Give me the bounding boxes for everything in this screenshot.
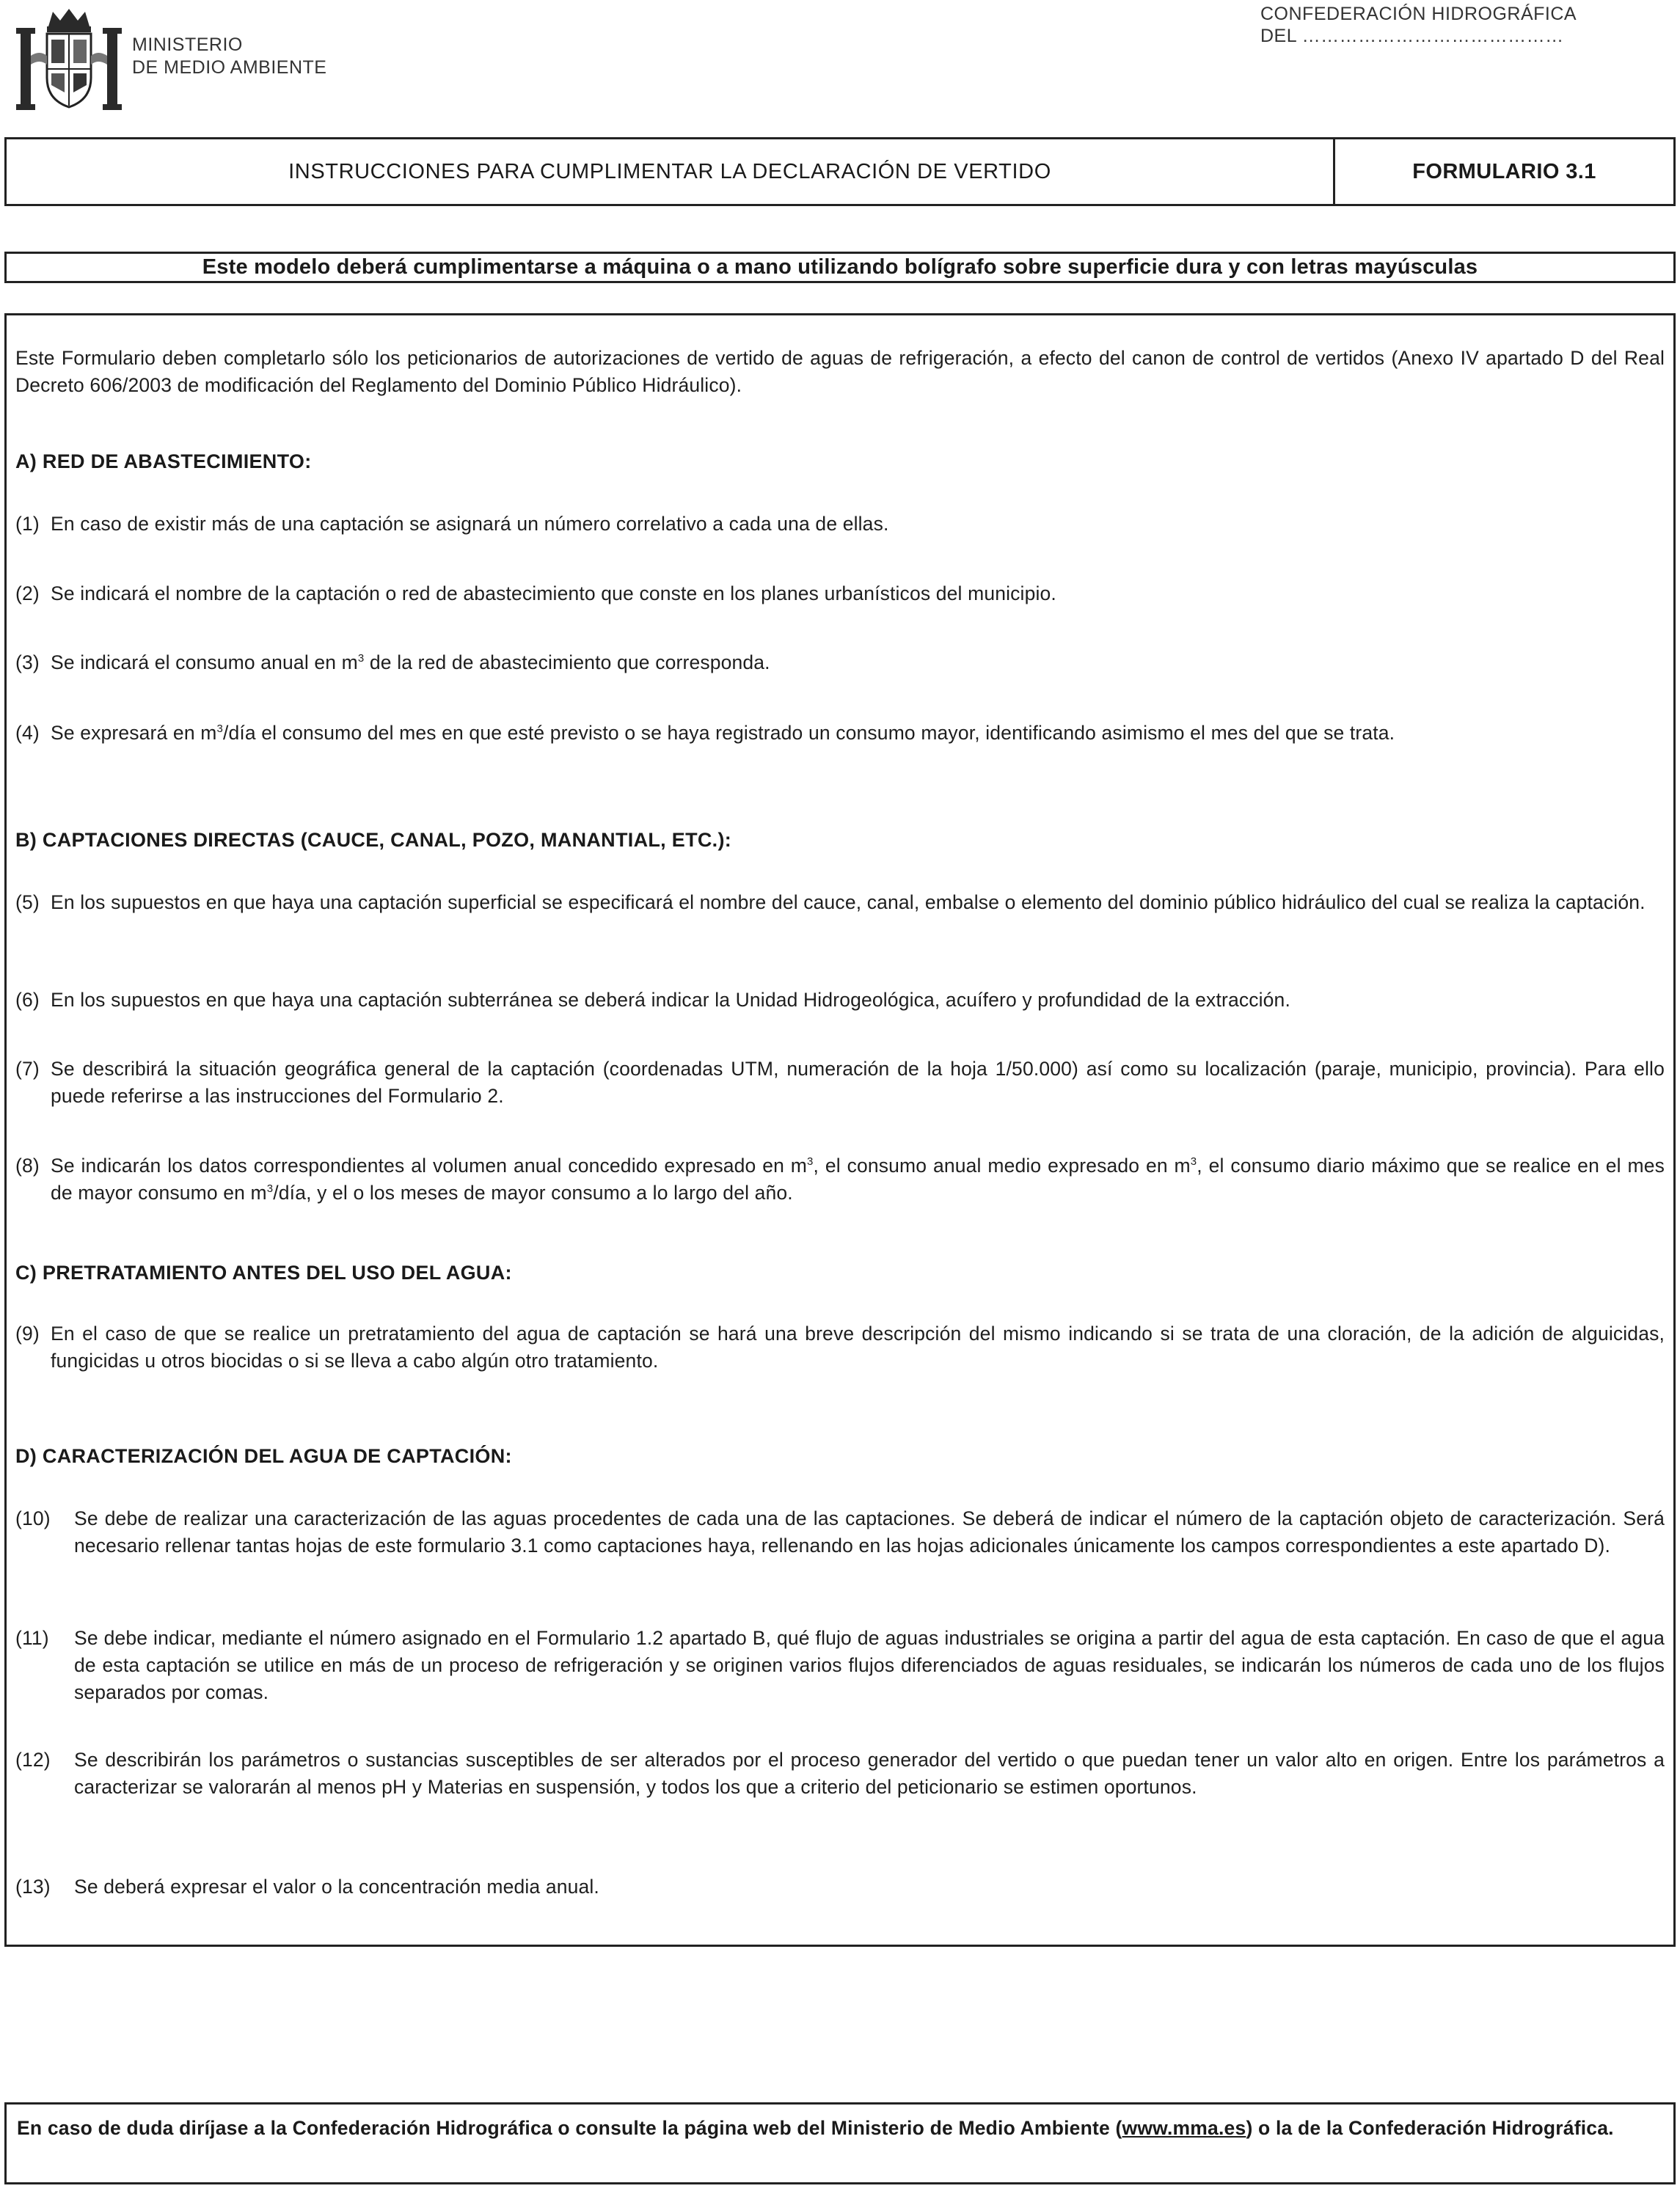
coat-of-arms-icon: [10, 4, 128, 114]
item-number: (11): [15, 1627, 49, 1649]
instruction-item-3: [15, 649, 1665, 676]
fill-instructions-banner: Este modelo deberá cumplimentarse a máquina o a mano utilizando bolígrafo sobre superficie dura y con letras mayúsculas: [4, 252, 1676, 283]
item-number: (5): [15, 891, 40, 913]
item-number: (1): [15, 513, 40, 535]
item-text: En caso de existir más de una captación se asignará un número correlativo a cada una de ellas.: [51, 513, 889, 535]
ministry-line-1: MINISTERIO: [132, 34, 243, 55]
item-number: (12): [15, 1749, 51, 1771]
form-title: INSTRUCCIONES PARA CUMPLIMENTAR LA DECLARACIÓN DE VERTIDO: [7, 139, 1335, 204]
instruction-item-7: [15, 1056, 1665, 1110]
item-text: Se describirá la situación geográfica general de la captación (coordenadas UTM, numeración de la hoja 1/50.000) así como su localización (paraje, municipio, provincia). Para ello puede referirse a las instrucciones del Formulario 2.: [51, 1058, 1665, 1107]
item-number: (2): [15, 582, 40, 604]
item-text: Se indicarán los datos correspondientes al volumen anual concedido expresado en $m^3$, el consumo anual medio expresado en $m^3$, el consumo diario máximo que se realice en el mes de mayor consumo en $m^3$/día, y el o los meses de mayor consumo a lo largo del año.: [51, 1155, 1665, 1204]
item-text: Se indicará el consumo anual en $m^3$ de la red de abastecimiento que corresponda.: [51, 651, 770, 673]
item-text: En los supuestos en que haya una captación subterránea se deberá indicar la Unidad Hidrogeológica, acuífero y profundidad de la extracción.: [51, 989, 1290, 1011]
section-b-heading: B) CAPTACIONES DIRECTAS (CAUCE, CANAL, POZO, MANANTIAL, ETC.):: [15, 829, 732, 851]
ministry-line-2: DE MEDIO AMBIENTE: [132, 57, 327, 78]
help-footer: [4, 2102, 1676, 2184]
intro-paragraph: Este Formulario deben completarlo sólo los peticionarios de autorizaciones de vertido de aguas de refrigeración, a efecto del canon de control de vertidos (Anexo IV apartado D del Real Decreto 606/2003 de modificación del Reglamento del Dominio Público Hidráulico).: [15, 347, 1665, 396]
instruction-item-5: [15, 889, 1665, 916]
item-text: Se describirán los parámetros o sustancias susceptibles de ser alterados por el proceso generador del vertido o que puedan tener un valor alto en origen. Entre los parámetros a caracterizar se valorarán al menos pH y Materias en suspensión, y todos los que a criterio del peticionario se estimen oportunos.: [74, 1749, 1665, 1798]
section-a-heading: A) RED DE ABASTECIMIENTO:: [15, 450, 312, 472]
instructions-box: [4, 313, 1676, 1947]
item-number: (7): [15, 1058, 40, 1080]
item-number: (10): [15, 1507, 51, 1529]
instruction-item-11: [15, 1625, 1665, 1706]
instruction-item-6: [15, 987, 1665, 1014]
item-number: (8): [15, 1155, 40, 1177]
instruction-item-1: [15, 511, 1665, 538]
confederation-line-1: CONFEDERACIÓN HIDROGRÁFICA: [1260, 4, 1577, 24]
item-number: (13): [15, 1876, 51, 1898]
instruction-item-9: [15, 1320, 1665, 1375]
instruction-item-4: [15, 720, 1665, 747]
instruction-item-13: [15, 1873, 1665, 1901]
confederation-label: [1260, 3, 1577, 47]
title-bar: [4, 137, 1676, 206]
item-text: Se debe indicar, mediante el número asignado en el Formulario 1.2 apartado B, qué flujo de aguas industriales se origina a partir del agua de esta captación. En caso de que el agua de esta captación se utilice en más de un proceso de refrigeración y se originen varios flujos diferenciados de aguas residuales, se indicarán los números de cada uno de los flujos separados por comas.: [74, 1627, 1665, 1703]
confederation-line-2: DEL ……………………………………: [1260, 26, 1564, 46]
item-number: (4): [15, 722, 40, 744]
instruction-item-12: [15, 1747, 1665, 1801]
item-number: (3): [15, 651, 40, 673]
ministry-website-link[interactable]: www.mma.es: [1122, 2117, 1246, 2139]
item-text: Se expresará en $m^3$/día el consumo del mes en que esté previsto o se haya registrado un consumo mayor, identificando asimismo el mes del que se trata.: [51, 722, 1395, 744]
section-c-heading: C) PRETRATAMIENTO ANTES DEL USO DEL AGUA:: [15, 1262, 512, 1284]
item-text: En los supuestos en que haya una captación superficial se especificará el nombre del cauce, canal, embalse o elemento del dominio público hidráulico del cual se realiza la captación.: [51, 891, 1646, 913]
item-text: Se indicará el nombre de la captación o red de abastecimiento que conste en los planes urbanísticos del municipio.: [51, 582, 1056, 604]
instruction-item-8: [15, 1152, 1665, 1207]
section-d-heading: D) CARACTERIZACIÓN DEL AGUA DE CAPTACIÓN:: [15, 1445, 512, 1467]
instruction-item-10: [15, 1505, 1665, 1559]
item-number: (6): [15, 989, 40, 1011]
ministry-name: [132, 34, 326, 79]
help-text: En caso de duda diríjase a la Confederación Hidrográfica o consulte la página web del Ministerio de Medio Ambiente (www.mma.es) o la de la Confederación Hidrográfica.: [17, 2117, 1614, 2139]
instruction-item-2: [15, 580, 1665, 607]
item-number: (9): [15, 1323, 40, 1345]
item-text: En el caso de que se realice un pretratamiento del agua de captación se hará una breve descripción del mismo indicando si se trata de una cloración, de la adición de alguicidas, fungicidas u otros biocidas o si se lleva a cabo algún otro tratamiento.: [51, 1323, 1665, 1372]
form-number: FORMULARIO 3.1: [1412, 159, 1596, 183]
item-text: Se deberá expresar el valor o la concentración media anual.: [74, 1876, 599, 1898]
item-text: Se debe de realizar una caracterización de las aguas procedentes de cada una de las captaciones. Se deberá de indicar el número de la captación objeto de caracterización. Será necesario rellenar tantas hojas de este formulario 3.1 como captaciones haya, rellenando en las hojas adicionales únicamente los campos correspondientes a este apartado D).: [74, 1507, 1665, 1557]
